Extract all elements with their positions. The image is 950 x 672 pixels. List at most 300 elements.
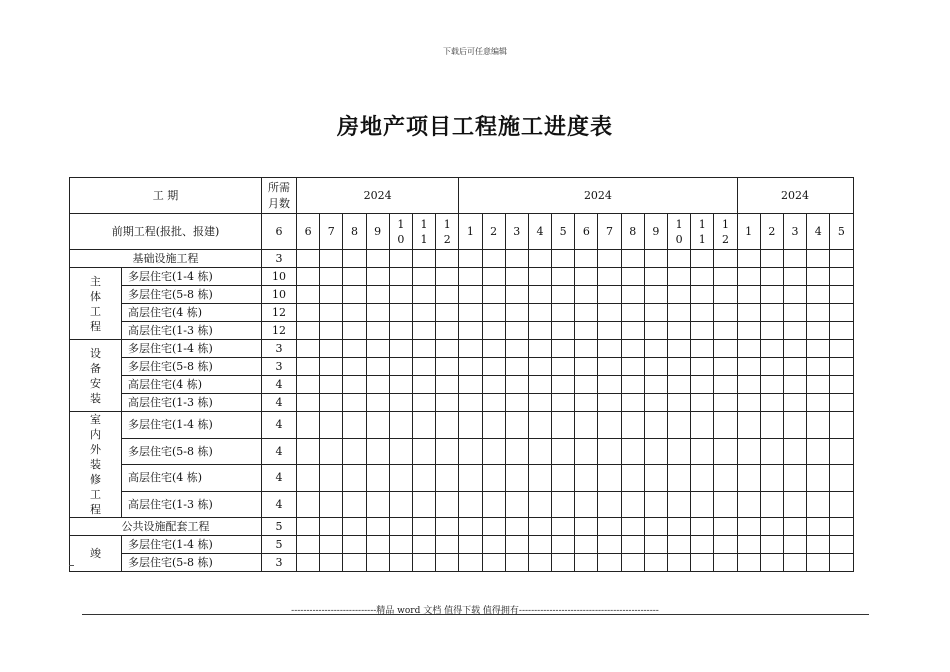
schedule-cell	[807, 465, 830, 492]
schedule-cell	[668, 286, 691, 304]
task-name: 高层住宅(4 栋)	[122, 376, 262, 394]
table-row	[70, 322, 854, 340]
month-header	[389, 214, 412, 250]
month-label: 1	[745, 225, 753, 238]
schedule-cell	[668, 554, 691, 572]
schedule-cell	[320, 250, 343, 268]
schedule-cell	[598, 322, 621, 340]
schedule-cell	[412, 465, 435, 492]
schedule-cell	[366, 438, 389, 465]
task-months: 4	[262, 412, 297, 439]
schedule-cell	[598, 358, 621, 376]
task-months: 3	[262, 340, 297, 358]
schedule-cell	[482, 304, 505, 322]
schedule-cell	[343, 412, 366, 439]
schedule-cell	[343, 268, 366, 286]
month-header	[830, 214, 853, 250]
month-label: 9	[652, 225, 660, 238]
schedule-cell	[436, 465, 459, 492]
year-header: 2024	[459, 178, 737, 214]
schedule-cell	[737, 491, 760, 518]
schedule-cell	[714, 491, 737, 518]
schedule-cell	[830, 268, 853, 286]
schedule-cell	[830, 394, 853, 412]
schedule-cell	[343, 286, 366, 304]
schedule-cell	[783, 412, 806, 439]
month-label: 5	[559, 225, 567, 238]
schedule-cell	[760, 322, 783, 340]
month-header	[505, 214, 528, 250]
schedule-cell	[737, 286, 760, 304]
schedule-cell	[575, 304, 598, 322]
task-name: 多层住宅(5-8 栋)	[122, 554, 262, 572]
schedule-cell	[297, 394, 320, 412]
schedule-cell	[436, 286, 459, 304]
schedule-cell	[621, 268, 644, 286]
schedule-cell	[389, 304, 412, 322]
schedule-cell	[412, 358, 435, 376]
schedule-cell	[412, 304, 435, 322]
month-header	[668, 214, 691, 250]
schedule-cell	[737, 412, 760, 439]
schedule-cell	[621, 376, 644, 394]
schedule-cell	[552, 412, 575, 439]
schedule-cell	[783, 340, 806, 358]
table-row	[70, 214, 854, 250]
schedule-cell	[830, 322, 853, 340]
schedule-cell	[691, 491, 714, 518]
schedule-cell	[668, 394, 691, 412]
month-label: 5	[837, 225, 845, 238]
schedule-cell	[552, 438, 575, 465]
table-row	[70, 536, 854, 554]
schedule-cell	[737, 465, 760, 492]
schedule-cell	[737, 438, 760, 465]
month-header	[528, 214, 551, 250]
schedule-cell	[436, 438, 459, 465]
schedule-cell	[412, 250, 435, 268]
schedule-cell	[297, 304, 320, 322]
schedule-cell	[668, 304, 691, 322]
schedule-cell	[436, 412, 459, 439]
schedule-cell	[412, 322, 435, 340]
schedule-cell	[807, 554, 830, 572]
task-name: 高层住宅(4 栋)	[122, 304, 262, 322]
month-label: 6	[304, 225, 312, 238]
schedule-cell	[552, 304, 575, 322]
schedule-cell	[621, 412, 644, 439]
schedule-cell	[297, 491, 320, 518]
month-header	[482, 214, 505, 250]
schedule-cell	[598, 465, 621, 492]
schedule-cell	[320, 340, 343, 358]
schedule-cell	[575, 286, 598, 304]
schedule-cell	[389, 412, 412, 439]
month-label: 10	[397, 217, 405, 246]
schedule-cell	[297, 250, 320, 268]
schedule-cell	[783, 438, 806, 465]
schedule-cell	[575, 376, 598, 394]
schedule-cell	[714, 286, 737, 304]
schedule-cell	[389, 286, 412, 304]
month-label: 7	[327, 225, 335, 238]
month-label: 2	[768, 225, 776, 238]
schedule-cell	[436, 358, 459, 376]
schedule-cell	[575, 250, 598, 268]
schedule-cell	[482, 465, 505, 492]
schedule-cell	[389, 322, 412, 340]
task-months: 5	[262, 536, 297, 554]
schedule-cell	[783, 358, 806, 376]
schedule-cell	[552, 268, 575, 286]
schedule-cell	[621, 304, 644, 322]
schedule-cell	[807, 394, 830, 412]
schedule-cell	[644, 340, 667, 358]
schedule-cell	[621, 394, 644, 412]
schedule-cell	[598, 438, 621, 465]
schedule-cell	[320, 536, 343, 554]
schedule-cell	[552, 358, 575, 376]
schedule-cell	[737, 250, 760, 268]
schedule-cell	[528, 268, 551, 286]
schedule-cell	[668, 518, 691, 536]
schedule-cell	[621, 322, 644, 340]
schedule-cell	[505, 286, 528, 304]
schedule-cell	[459, 286, 482, 304]
task-months: 4	[262, 491, 297, 518]
schedule-cell	[691, 286, 714, 304]
schedule-cell	[760, 376, 783, 394]
schedule-cell	[691, 518, 714, 536]
schedule-cell	[737, 394, 760, 412]
schedule-cell	[830, 412, 853, 439]
schedule-cell	[482, 286, 505, 304]
month-header	[714, 214, 737, 250]
period-header: 工 期	[70, 178, 262, 214]
schedule-cell	[297, 286, 320, 304]
schedule-cell	[598, 340, 621, 358]
schedule-cell	[575, 268, 598, 286]
group-label	[70, 268, 122, 340]
schedule-cell	[830, 250, 853, 268]
task-months: 4	[262, 438, 297, 465]
schedule-cell	[691, 438, 714, 465]
schedule-cell	[366, 268, 389, 286]
schedule-cell	[598, 554, 621, 572]
year-header: 2024	[737, 178, 853, 214]
schedule-cell	[783, 376, 806, 394]
schedule-cell	[760, 286, 783, 304]
group-label-text: 竣	[90, 547, 101, 560]
table-row	[70, 438, 854, 465]
schedule-cell	[783, 536, 806, 554]
month-header	[552, 214, 575, 250]
task-months: 10	[262, 286, 297, 304]
schedule-cell	[575, 322, 598, 340]
schedule-cell	[482, 438, 505, 465]
schedule-cell	[389, 376, 412, 394]
group-label	[70, 536, 122, 572]
schedule-cell	[297, 465, 320, 492]
schedule-cell	[505, 536, 528, 554]
group-label	[70, 340, 122, 412]
schedule-cell	[691, 268, 714, 286]
schedule-cell	[436, 340, 459, 358]
schedule-cell	[389, 465, 412, 492]
schedule-cell	[528, 518, 551, 536]
schedule-cell	[343, 250, 366, 268]
schedule-cell	[436, 268, 459, 286]
task-months: 12	[262, 304, 297, 322]
month-label: 2	[490, 225, 498, 238]
schedule-cell	[737, 376, 760, 394]
schedule-cell	[783, 322, 806, 340]
schedule-cell	[668, 465, 691, 492]
schedule-cell	[366, 286, 389, 304]
month-label: 11	[698, 217, 706, 246]
schedule-cell	[598, 376, 621, 394]
schedule-cell	[760, 412, 783, 439]
month-label: 12	[443, 217, 451, 246]
schedule-cell	[297, 536, 320, 554]
task-months: 3	[262, 250, 297, 268]
schedule-cell	[668, 536, 691, 554]
schedule-cell	[436, 491, 459, 518]
schedule-cell	[575, 536, 598, 554]
task-months: 5	[262, 518, 297, 536]
schedule-cell	[644, 394, 667, 412]
task-name: 基础设施工程	[70, 250, 262, 268]
schedule-cell	[737, 536, 760, 554]
table-row	[70, 412, 854, 439]
month-label: 4	[814, 225, 822, 238]
schedule-cell	[644, 412, 667, 439]
task-name: 高层住宅(1-3 栋)	[122, 394, 262, 412]
month-header	[436, 214, 459, 250]
schedule-cell	[783, 491, 806, 518]
schedule-cell	[505, 304, 528, 322]
month-label: 11	[420, 217, 428, 246]
schedule-cell	[482, 554, 505, 572]
schedule-cell	[505, 518, 528, 536]
schedule-cell	[320, 322, 343, 340]
schedule-cell	[760, 268, 783, 286]
task-name: 高层住宅(4 栋)	[122, 465, 262, 492]
schedule-cell	[644, 491, 667, 518]
schedule-cell	[691, 412, 714, 439]
schedule-cell	[737, 554, 760, 572]
month-header	[575, 214, 598, 250]
month-header	[691, 214, 714, 250]
schedule-cell	[482, 491, 505, 518]
month-header	[737, 214, 760, 250]
schedule-cell	[459, 322, 482, 340]
schedule-cell	[297, 518, 320, 536]
task-months: 4	[262, 376, 297, 394]
schedule-cell	[807, 438, 830, 465]
schedule-cell	[691, 304, 714, 322]
schedule-cell	[714, 536, 737, 554]
schedule-cell	[436, 376, 459, 394]
duration-header	[262, 178, 297, 214]
schedule-cell	[760, 340, 783, 358]
schedule-cell	[343, 491, 366, 518]
schedule-cell	[621, 491, 644, 518]
month-label: 6	[582, 225, 590, 238]
schedule-cell	[366, 304, 389, 322]
task-months: 6	[262, 214, 297, 250]
schedule-cell	[691, 358, 714, 376]
schedule-cell	[505, 412, 528, 439]
schedule-cell	[644, 268, 667, 286]
schedule-cell	[528, 340, 551, 358]
month-header	[644, 214, 667, 250]
schedule-cell	[668, 491, 691, 518]
schedule-cell	[807, 358, 830, 376]
schedule-cell	[783, 394, 806, 412]
schedule-cell	[598, 491, 621, 518]
schedule-cell	[320, 465, 343, 492]
schedule-cell	[807, 268, 830, 286]
schedule-cell	[412, 518, 435, 536]
schedule-cell	[760, 518, 783, 536]
schedule-cell	[343, 438, 366, 465]
schedule-cell	[807, 286, 830, 304]
schedule-cell	[389, 536, 412, 554]
schedule-cell	[389, 554, 412, 572]
task-name: 多层住宅(1-4 栋)	[122, 340, 262, 358]
month-label: 3	[791, 225, 799, 238]
schedule-cell	[691, 250, 714, 268]
schedule-cell	[505, 268, 528, 286]
table-row	[70, 376, 854, 394]
schedule-cell	[668, 358, 691, 376]
table-row	[70, 465, 854, 492]
schedule-cell	[505, 322, 528, 340]
table-row	[70, 340, 854, 358]
schedule-cell	[528, 304, 551, 322]
schedule-cell	[714, 438, 737, 465]
schedule-cell	[644, 518, 667, 536]
schedule-cell	[459, 250, 482, 268]
month-label: 10	[675, 217, 683, 246]
schedule-cell	[389, 358, 412, 376]
schedule-cell	[668, 376, 691, 394]
schedule-cell	[528, 465, 551, 492]
footer-line	[82, 614, 869, 615]
schedule-cell	[528, 250, 551, 268]
schedule-cell	[459, 518, 482, 536]
schedule-cell	[691, 554, 714, 572]
table-row	[70, 491, 854, 518]
schedule-cell	[459, 394, 482, 412]
schedule-cell	[366, 412, 389, 439]
schedule-cell	[807, 491, 830, 518]
schedule-cell	[598, 412, 621, 439]
schedule-cell	[807, 304, 830, 322]
schedule-cell	[366, 394, 389, 412]
schedule-cell	[807, 536, 830, 554]
schedule-cell	[737, 304, 760, 322]
schedule-cell	[505, 340, 528, 358]
schedule-cell	[737, 340, 760, 358]
schedule-cell	[714, 340, 737, 358]
schedule-cell	[668, 438, 691, 465]
schedule-cell	[343, 304, 366, 322]
schedule-cell	[760, 250, 783, 268]
schedule-cell	[644, 554, 667, 572]
task-name: 公共设施配套工程	[70, 518, 262, 536]
schedule-cell	[552, 491, 575, 518]
schedule-cell	[459, 554, 482, 572]
schedule-cell	[621, 554, 644, 572]
month-label: 4	[536, 225, 544, 238]
schedule-cell	[644, 250, 667, 268]
schedule-cell	[760, 304, 783, 322]
schedule-cell	[320, 376, 343, 394]
task-name: 前期工程(报批、报建)	[70, 214, 262, 250]
schedule-cell	[575, 412, 598, 439]
schedule-cell	[482, 536, 505, 554]
task-name: 多层住宅(5-8 栋)	[122, 438, 262, 465]
schedule-cell	[714, 250, 737, 268]
schedule-cell	[412, 376, 435, 394]
schedule-cell	[760, 554, 783, 572]
month-header	[412, 214, 435, 250]
table-row	[70, 286, 854, 304]
schedule-cell	[343, 322, 366, 340]
schedule-cell	[343, 518, 366, 536]
schedule-cell	[575, 438, 598, 465]
schedule-cell	[436, 394, 459, 412]
schedule-cell	[714, 322, 737, 340]
schedule-cell	[366, 358, 389, 376]
table-row	[70, 554, 854, 572]
schedule-cell	[760, 465, 783, 492]
schedule-cell	[830, 358, 853, 376]
header-note: 下载后可任意编辑	[443, 47, 507, 56]
schedule-cell	[714, 412, 737, 439]
schedule-cell	[621, 286, 644, 304]
schedule-cell	[459, 304, 482, 322]
schedule-cell	[714, 465, 737, 492]
schedule-cell	[668, 340, 691, 358]
group-label-text: 主体工程	[90, 274, 101, 333]
schedule-cell	[482, 250, 505, 268]
month-header	[783, 214, 806, 250]
schedule-cell	[807, 322, 830, 340]
schedule-cell	[598, 250, 621, 268]
schedule-cell	[783, 554, 806, 572]
month-header	[366, 214, 389, 250]
schedule-cell	[760, 394, 783, 412]
task-months: 4	[262, 394, 297, 412]
schedule-cell	[320, 394, 343, 412]
schedule-cell	[482, 376, 505, 394]
task-months: 4	[262, 465, 297, 492]
schedule-cell	[575, 358, 598, 376]
schedule-cell	[714, 268, 737, 286]
schedule-cell	[644, 304, 667, 322]
month-header	[320, 214, 343, 250]
page-title: 房地产项目工程施工进度表	[336, 114, 613, 140]
schedule-cell	[552, 536, 575, 554]
schedule-cell	[320, 554, 343, 572]
schedule-cell	[320, 491, 343, 518]
schedule-cell	[366, 554, 389, 572]
schedule-cell	[737, 322, 760, 340]
schedule-cell	[412, 394, 435, 412]
